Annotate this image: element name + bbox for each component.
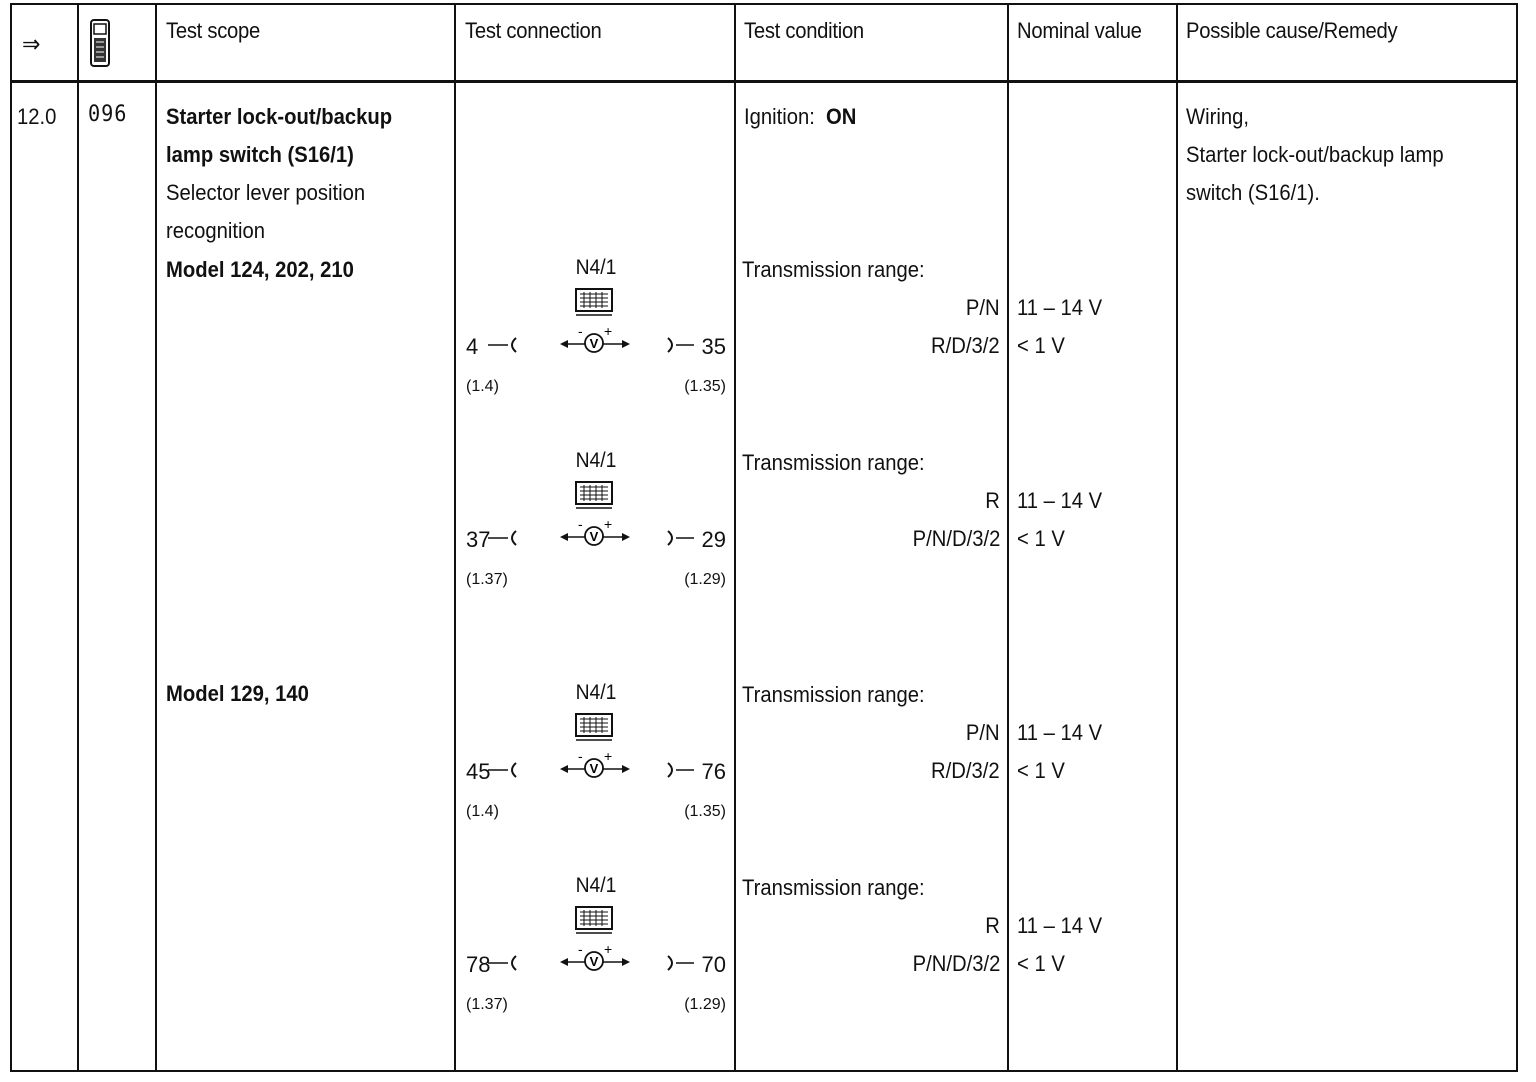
scope-title-line1: Starter lock-out/backup [166,104,393,129]
pin-left: 37 [466,527,491,552]
pin-right-sub: (1.29) [684,571,726,588]
pin-left-sub: (1.4) [466,378,499,395]
component-label: N4/1 [575,681,617,704]
model-a-label: Model 124, 202, 210 [166,257,354,282]
col-border-2 [155,3,157,1072]
range-2: R/D/3/2 [931,758,1000,783]
pin-right: 76 [701,759,726,784]
nominal-value-1: 11 – 14 V [1017,913,1103,938]
condition-label: Transmission range: [742,875,925,900]
pin-right-sub: (1.35) [684,378,726,395]
header-test-scope: Test scope [166,18,260,43]
fault-code: 096 [88,102,128,127]
condition-label: Transmission range: [742,682,925,707]
range-1: R [985,913,1000,938]
scope-desc-line2: recognition [166,218,266,243]
test-connection-diagram [456,449,736,599]
hand-held-tester-icon [88,18,112,73]
pin-right: 70 [701,952,726,977]
component-label: N4/1 [575,874,617,897]
pin-left: 4 [466,334,479,359]
svg-text:V: V [589,761,599,776]
svg-text:+: + [604,748,613,764]
step-number: 12.0 [17,104,57,129]
cause-line2: Starter lock-out/backup lamp [1186,142,1444,167]
table-bottom-border [10,1070,1518,1072]
col-border-0 [10,3,12,1072]
nominal-value-2: < 1 V [1017,333,1065,358]
test-connection-diagram [456,874,736,1024]
header-test-connection: Test connection [465,18,602,43]
nominal-value-2: < 1 V [1017,526,1065,551]
scope-title-line2: lamp switch (S16/1) [166,142,354,167]
pin-right: 35 [701,334,726,359]
pin-right-sub: (1.29) [684,996,726,1013]
nominal-value-1: 11 – 14 V [1017,488,1103,513]
range-1: R [985,488,1000,513]
range-1: P/N [966,720,1000,745]
scope-desc-line1: Selector lever position [166,180,366,205]
ignition-label: Ignition: [744,104,815,129]
nominal-value-2: < 1 V [1017,951,1065,976]
pin-right: 29 [701,527,726,552]
pin-right-sub: (1.35) [684,803,726,820]
svg-text:-: - [578,748,583,764]
header-possible-cause: Possible cause/Remedy [1186,18,1398,43]
ignition-condition [744,104,856,130]
condition-label: Transmission range: [742,450,925,475]
header-nominal-value: Nominal value [1017,18,1142,43]
col-border-7 [1516,3,1518,1072]
pin-left-sub: (1.4) [466,803,499,820]
condition-label: Transmission range: [742,257,925,282]
component-label: N4/1 [575,449,617,472]
header-divider [10,80,1518,83]
range-2: R/D/3/2 [931,333,1000,358]
ignition-value: ON [826,104,857,129]
range-2: P/N/D/3/2 [912,526,1000,551]
test-connection-diagram [456,256,736,406]
range-1: P/N [966,295,1000,320]
table-top-border [10,3,1518,5]
svg-text:-: - [578,323,583,339]
svg-text:-: - [578,516,583,532]
svg-text:+: + [604,941,613,957]
nominal-value-1: 11 – 14 V [1017,720,1103,745]
cause-line1: Wiring, [1186,104,1249,129]
nominal-value-2: < 1 V [1017,758,1065,783]
pin-left: 45 [466,759,491,784]
cause-line3: switch (S16/1). [1186,180,1320,205]
pin-left-sub: (1.37) [466,996,508,1013]
header-arrow: ⇒ [22,31,41,58]
nominal-value-1: 11 – 14 V [1017,295,1103,320]
col-border-5 [1007,3,1009,1072]
svg-text:+: + [604,323,613,339]
col-border-1 [77,3,79,1072]
svg-text:V: V [589,336,599,351]
pin-left: 78 [466,952,491,977]
svg-text:+: + [604,516,613,532]
component-label: N4/1 [575,256,617,279]
range-2: P/N/D/3/2 [912,951,1000,976]
header-test-condition: Test condition [744,18,864,43]
svg-text:V: V [589,529,599,544]
pin-left-sub: (1.37) [466,571,508,588]
col-border-6 [1176,3,1178,1072]
model-b-label: Model 129, 140 [166,681,309,706]
svg-text:V: V [589,954,599,969]
test-connection-diagram [456,681,736,831]
svg-text:-: - [578,941,583,957]
